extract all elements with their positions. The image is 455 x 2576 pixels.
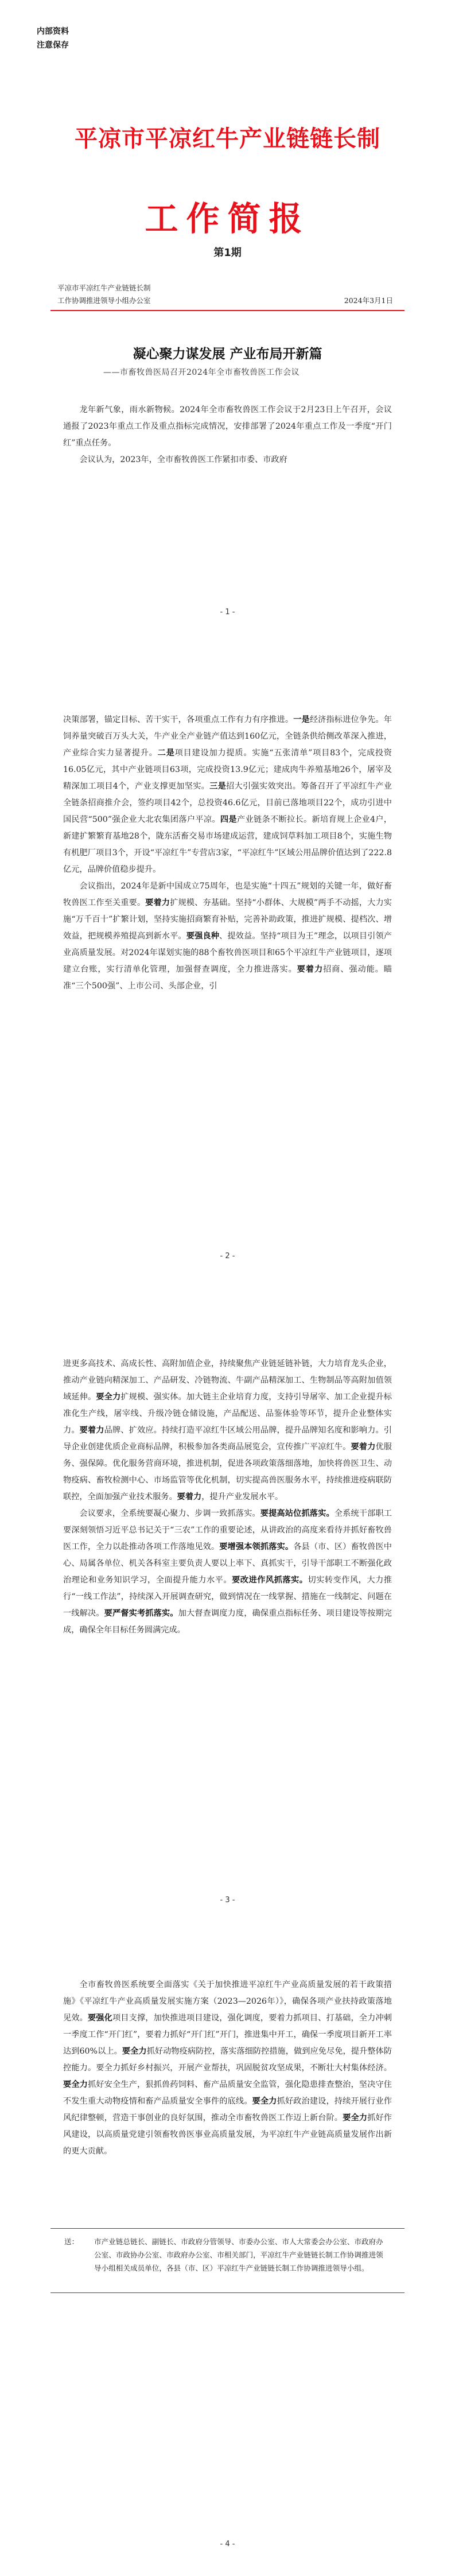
emphasis: 要全力	[63, 2080, 88, 2089]
paragraph: 会议要求，全系统要凝心聚力、步调一致抓落实。要提高站位抓落实。全系统干部职工要深刻领悟习近平总书记关于“三农”工作的重要论述，从讲政治的高度来看待并抓好畜牧兽医工作，全力以赴推动各项工作落地见效。要增强本领抓落实。各县（市、区）畜牧兽医中心、局属各单位、机关各科室主要负责人要以上率下、真抓实干，引导干部职工不断强化政治理论和业务知识学习，全面提升能力水平。要改进作风抓落实。切实转变作风，大力推行“一线工作法”，持续深入开展调查研究，做到情况在一线掌握、措施在一线制定、问题在一线解决。要严督实考抓落实。加大督查调度力度，确保重点指标任务、项目建设等按期完成，确保全年目标任务圆满完成。	[63, 1509, 392, 1635]
distribution-text: 市产业链总链长、副链长、市政府分管领导、市委办公室、市人大常委会办公室、市政府办公室、市政协办公室、市政府办公室、市相关部门，平凉红牛产业链链长制工作协调推进领导小组相关成员单位，各县（市、区）平凉红牛产业链链长制工作协调推进领导小组。	[94, 2237, 383, 2272]
emphasis: 三是	[209, 782, 227, 791]
page-number: - 3 -	[220, 1896, 235, 1904]
paragraph: 进更多高技术、高成长性、高附加值企业，持续聚焦产业链延链补链，大力培育龙头企业，推动产业链向精深加工、产品研发、冷链物流、牛副产品精深加工、生物制品等高附加值领域延伸。要全力扩规模、强实体。加大链主企业培育力度，支持引导屠宰、加工企业提升标准化生产线，屠宰线、升级冷链仓储设施，产品配送、品鉴体验等环节，提升企业整体实力。要着力品牌、扩效应。持续打造平凉红牛区域公用品牌，提升品牌知名度和影响力。引导企业创建优质企业商标品牌，积极参加各类商品展览会，宣传推广平凉红牛。要着力优服务、强保障。优化服务营商环境，推进机制，促进各项政策落细落地，加快将兽医卫生、动物疫病、畜牧检测中心、市场监管等优化机制，切实提高兽医服务水平，持续推进疫病联防联控，全面加强产业技术服务。要着力，提升产业发展水平。	[63, 1359, 392, 1502]
issuer-line-1: 平凉市平凉红牛产业链链长制	[57, 284, 151, 292]
emphasis: 二是	[157, 748, 175, 758]
emphasis: 要全力	[343, 2113, 368, 2123]
page-2	[0, 644, 455, 1288]
distribution-top-rule	[50, 2228, 405, 2229]
emphasis: 要增强本领抓落实。	[219, 1542, 294, 1551]
issue-number: 第1期	[213, 247, 242, 259]
page-1	[0, 0, 455, 644]
emphasis: 要着力	[145, 898, 170, 907]
page-3	[0, 1288, 455, 1932]
emphasis: 要着力	[177, 1492, 202, 1502]
article-title: 凝心聚力谋发展 产业布局开新篇	[133, 347, 322, 362]
emphasis: 要强良种	[186, 932, 220, 941]
paragraph: 全市畜牧兽医系统要全面落实《关于加快推进平凉红牛产业高质量发展的若干政策措施》《平凉红牛产业高质量发展实施方案（2023—2026年）》，确保各项产业扶持政策落地见效。要强化项目支撑，加快推进项目建设，强化调度，要着力抓项目、打基础，全力冲刺一季度工作“开门红”，要着力抓好“开门红”开门，推进集中开工，确保一季度项目新开工率达到60%以上。要全力抓好动物疫病防控，落实落细防控措施，做到应免尽免，提升整体防控能力。要全力抓好乡村振兴，开展产业帮扶，巩固脱贫攻坚成果，不断壮大村集体经济。要全力抓好安全生产，狠抓兽药饲料、畜产品质量安全监管，强化隐患排查整治，坚决守住不发生重大动物疫情和畜产品质量安全事件的底线。要全力抓好政治建设，持续开展行业作风纪律整顿，营造干事创业的良好氛围，推动全市畜牧兽医工作迈上新台阶。要全力抓好作风建设，以高质量党建引领畜牧兽医事业高质量发展，为平凉红牛产业链高质量发展作出新的更大贡献。	[63, 1980, 392, 2156]
emphasis: 要着力	[297, 965, 324, 974]
article-body-page-1	[63, 402, 392, 468]
distribution-bottom-rule	[50, 2292, 405, 2293]
emphasis: 要着力	[351, 1442, 376, 1452]
emphasis: 要全力	[122, 2047, 147, 2056]
article-body-page-2	[63, 712, 392, 995]
paragraph: 会议指出，2024年是新中国成立75周年，也是实施“十四五”规划的关键一年，做好畜牧兽医工作至关重要。要着力扩规模、夯基础。坚持“小群体、大规模”两手不动摇，大力实施“万千百十”扩繁计划，坚持实施招商繁育补贴，完善补助政策，推进扩规模、提档次、增效益，把规模养殖提高到新水平。要强良种、提效益。坚持“项目为王”理念，以项目引领产业高质量发展。对2024年谋划实施的88个畜牧兽医项目和65个平凉红牛产业链项目，逐项建立台账，实行清单化管理，加强督查调度，全力推进落实。要着力招商、强动能。瞄准“三个500强”、上市公司、头部企业，引	[63, 882, 392, 991]
bulletin-title: 工作简报	[145, 199, 310, 238]
page-4	[0, 1932, 455, 2576]
article-subtitle: ——市畜牧兽医局召开2024年全市畜牧兽医工作会议	[103, 368, 300, 377]
paragraph: 决策部署，锚定目标、苦干实干，各项重点工作有力有序推进。一是经济指标进位争先。年饲养量突破百万头大关，牛产业全产业链产值达到160亿元，全链条供给侧改革深入推进，产业综合实力显著提升。二是项目建设加力提质。实施“五张清单”项目83个，完成投资16.05亿元，其中产业链项目63项，完成投资13.9亿元；建成肉牛养殖基地26个，屠宰及精深加工项目4个，产业支撑更加坚实。三是招大引强实效突出。筹备召开了平凉红牛产业全链条招商推介会，签约项目42个，总投资46.6亿元，目前已落地项目22个，成功引进中国民营“500”强企业大北农集团落户平凉。四是产业链条不断拉长。新培育规上企业4户，新建扩繁繁育基地28个，陇东活畜交易市场建成运营，建成饲草料加工项目8个，实施生物有机肥厂项目3个，开设“平凉红牛”专营店3家，“平凉红牛”区域公用品牌价值达到了222.8亿元，品牌价值稳步提升。	[63, 715, 392, 874]
issuer-line-2: 工作协调推进领导小组办公室	[57, 296, 151, 305]
emphasis: 一是	[293, 715, 310, 724]
emphasis: 要提高站位抓落实。	[260, 1509, 335, 1518]
emphasis: 要全力	[96, 1392, 121, 1402]
emphasis: 要全力	[252, 2097, 277, 2106]
classification-label: 内部资料	[37, 27, 69, 36]
emphasis: 要改进作风抓落实。	[232, 1576, 308, 1585]
emphasis: 要强化	[87, 2014, 112, 2023]
org-title: 平凉市平凉红牛产业链链长制	[75, 126, 380, 152]
emphasis: 四是	[220, 815, 237, 824]
page-number: - 1 -	[220, 608, 235, 616]
paragraph: 会议认为，2023年，全市畜牧兽医工作紧扣市委、市政府	[79, 455, 287, 464]
page-number: - 2 -	[220, 1252, 235, 1260]
distribution-list	[64, 2235, 390, 2275]
emphasis: 要严督实考抓落实。	[104, 1609, 178, 1618]
paragraph: 龙年新气象，雨水新物候。2024年全市畜牧兽医工作会议于2月23日上午召开，会议通报了2023年重点工作及重点指标完成情况，安排部署了2024年重点工作及一季度“开门红”重点任务。	[63, 405, 392, 448]
page-number: - 4 -	[220, 2540, 235, 2548]
issue-date: 2024年3月1日	[344, 296, 393, 305]
red-divider	[50, 310, 405, 311]
emphasis: 要着力	[79, 1426, 104, 1435]
distribution-label: 送：	[64, 2237, 79, 2246]
article-body-page-3	[63, 1356, 392, 1639]
keep-note: 注意保存	[37, 41, 69, 50]
article-body-page-4	[63, 1977, 392, 2160]
